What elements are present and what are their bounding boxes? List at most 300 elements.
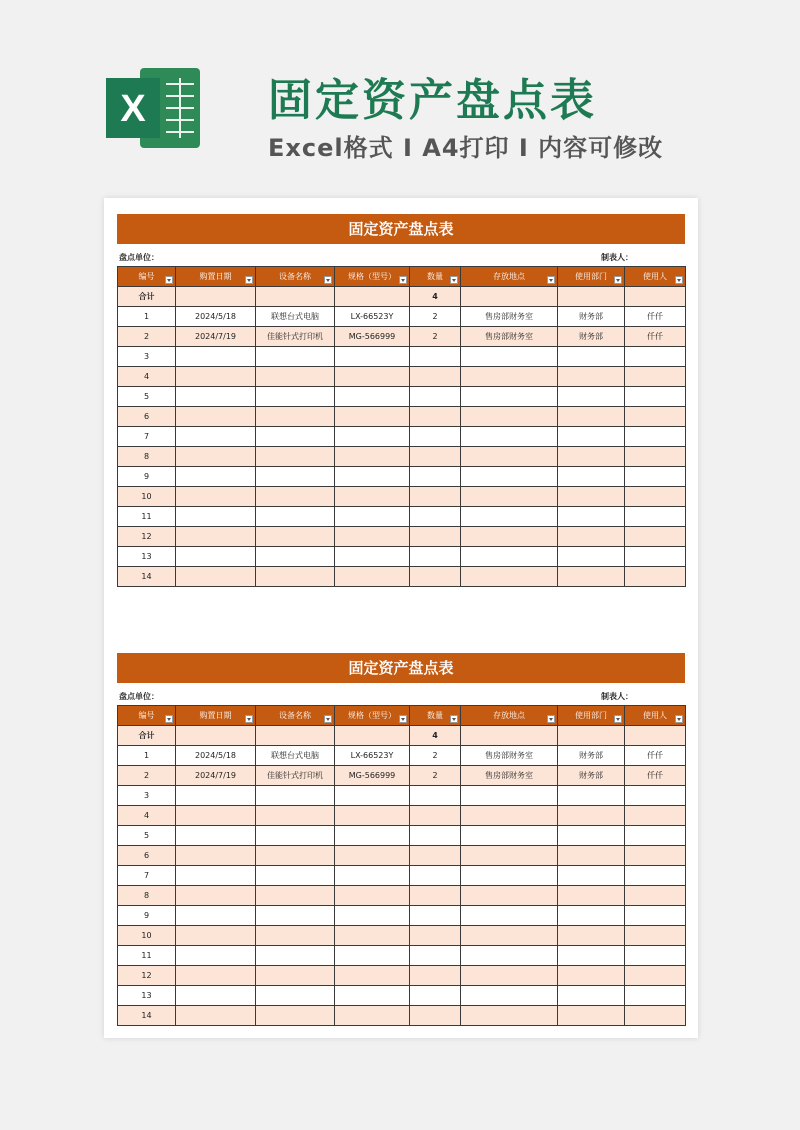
table-cell[interactable] — [335, 986, 410, 1006]
table-row — [118, 347, 686, 367]
table-cell[interactable] — [625, 467, 686, 487]
table-cell[interactable] — [335, 287, 410, 307]
table-cell[interactable] — [625, 487, 686, 507]
inventory-unit-label: 盘点单位： — [119, 253, 159, 262]
table-cell[interactable] — [558, 407, 625, 427]
column-header[interactable] — [335, 706, 410, 726]
table-cell[interactable] — [335, 507, 410, 527]
table-cell[interactable]: 6 — [118, 846, 176, 866]
inventory-sheet — [117, 653, 685, 1026]
table-cell[interactable]: 8 — [118, 447, 176, 467]
table-cell[interactable] — [461, 826, 558, 846]
filter-dropdown-icon[interactable] — [675, 276, 683, 284]
table-cell[interactable] — [625, 407, 686, 427]
table-cell[interactable] — [461, 487, 558, 507]
table-cell[interactable]: 1 — [118, 307, 176, 327]
table-cell[interactable]: 财务部 — [558, 766, 625, 786]
table-cell[interactable] — [558, 567, 625, 587]
table-cell[interactable] — [256, 407, 335, 427]
table-cell[interactable] — [410, 806, 461, 826]
column-header-label: 设备名称 — [279, 272, 311, 281]
table-cell[interactable] — [558, 946, 625, 966]
table-cell[interactable] — [256, 846, 335, 866]
table-cell[interactable] — [256, 387, 335, 407]
table-cell[interactable] — [176, 846, 256, 866]
table-cell[interactable] — [410, 447, 461, 467]
table-row — [118, 467, 686, 487]
table-cell[interactable] — [625, 1006, 686, 1026]
table-cell[interactable] — [335, 387, 410, 407]
table-cell[interactable]: 合计 — [118, 287, 176, 307]
table-cell[interactable]: 2024/5/18 — [176, 307, 256, 327]
table-cell[interactable] — [256, 946, 335, 966]
filter-dropdown-icon[interactable] — [614, 715, 622, 723]
table-cell[interactable] — [335, 946, 410, 966]
table-row — [118, 447, 686, 467]
table-cell[interactable] — [625, 567, 686, 587]
column-header[interactable] — [558, 267, 625, 287]
column-header-label: 使用人 — [643, 272, 667, 281]
table-cell[interactable] — [176, 866, 256, 886]
table-cell[interactable]: 5 — [118, 826, 176, 846]
table-cell[interactable] — [335, 407, 410, 427]
column-header[interactable] — [410, 267, 461, 287]
table-cell[interactable] — [335, 367, 410, 387]
table-cell[interactable] — [625, 906, 686, 926]
table-cell[interactable] — [410, 846, 461, 866]
table-cell[interactable]: 联想台式电脑 — [256, 746, 335, 766]
table-cell[interactable] — [256, 826, 335, 846]
table-cell[interactable] — [335, 846, 410, 866]
table-cell[interactable] — [410, 786, 461, 806]
table-cell[interactable]: 仟仟 — [625, 327, 686, 347]
table-cell[interactable] — [410, 427, 461, 447]
table-cell[interactable] — [256, 726, 335, 746]
table-cell[interactable] — [410, 946, 461, 966]
table-cell[interactable] — [256, 866, 335, 886]
table-cell[interactable]: 2 — [410, 746, 461, 766]
table-cell[interactable] — [461, 367, 558, 387]
table-cell[interactable] — [461, 287, 558, 307]
table-cell[interactable] — [461, 886, 558, 906]
table-cell[interactable] — [461, 387, 558, 407]
table-cell[interactable]: 4 — [410, 287, 461, 307]
table-row — [118, 986, 686, 1006]
asset-table — [117, 266, 686, 587]
table-row — [118, 826, 686, 846]
table-cell[interactable]: 11 — [118, 507, 176, 527]
table-row — [118, 567, 686, 587]
table-cell[interactable] — [335, 547, 410, 567]
filter-dropdown-icon[interactable] — [399, 276, 407, 284]
table-row — [118, 926, 686, 946]
table-cell[interactable] — [461, 926, 558, 946]
table-cell[interactable] — [625, 826, 686, 846]
filter-dropdown-icon[interactable] — [614, 276, 622, 284]
table-cell[interactable] — [335, 567, 410, 587]
table-cell[interactable]: 14 — [118, 1006, 176, 1026]
table-cell[interactable] — [410, 886, 461, 906]
table-cell[interactable] — [256, 547, 335, 567]
table-cell[interactable] — [461, 906, 558, 926]
table-cell[interactable] — [335, 726, 410, 746]
table-cell[interactable] — [625, 926, 686, 946]
table-cell[interactable]: 2 — [118, 327, 176, 347]
table-cell[interactable] — [176, 906, 256, 926]
table-cell[interactable] — [256, 467, 335, 487]
table-row — [118, 527, 686, 547]
table-cell[interactable] — [558, 347, 625, 367]
table-row — [118, 427, 686, 447]
table-cell[interactable] — [558, 786, 625, 806]
table-cell[interactable] — [625, 527, 686, 547]
table-cell[interactable]: 合计 — [118, 726, 176, 746]
table-cell[interactable]: 4 — [118, 367, 176, 387]
table-cell[interactable]: 售房部财务室 — [461, 766, 558, 786]
table-cell[interactable] — [461, 447, 558, 467]
table-cell[interactable] — [625, 786, 686, 806]
table-cell[interactable] — [558, 547, 625, 567]
table-cell[interactable] — [461, 427, 558, 447]
table-cell[interactable]: 2024/5/18 — [176, 746, 256, 766]
table-cell[interactable]: 售房部财务室 — [461, 327, 558, 347]
table-cell[interactable]: 13 — [118, 547, 176, 567]
table-cell[interactable] — [558, 866, 625, 886]
table-cell[interactable] — [335, 447, 410, 467]
filter-dropdown-icon[interactable] — [450, 715, 458, 723]
table-cell[interactable] — [176, 447, 256, 467]
table-cell[interactable] — [558, 986, 625, 1006]
table-cell[interactable] — [625, 387, 686, 407]
table-cell[interactable] — [558, 447, 625, 467]
table-cell[interactable]: 2 — [410, 327, 461, 347]
table-cell[interactable]: 5 — [118, 387, 176, 407]
table-cell[interactable] — [558, 806, 625, 826]
table-cell[interactable] — [461, 786, 558, 806]
table-cell[interactable] — [176, 786, 256, 806]
table-row — [118, 1006, 686, 1026]
table-cell[interactable] — [461, 806, 558, 826]
asset-table — [117, 705, 686, 1026]
column-header[interactable] — [118, 706, 176, 726]
table-cell[interactable] — [558, 826, 625, 846]
table-cell[interactable]: 7 — [118, 427, 176, 447]
table-cell[interactable]: 2024/7/19 — [176, 766, 256, 786]
table-cell[interactable] — [625, 367, 686, 387]
excel-logo-icon — [104, 62, 204, 154]
table-cell[interactable] — [558, 1006, 625, 1026]
table-cell[interactable] — [410, 527, 461, 547]
filter-dropdown-icon[interactable] — [450, 276, 458, 284]
table-cell[interactable] — [256, 886, 335, 906]
table-cell[interactable] — [410, 407, 461, 427]
column-header[interactable] — [625, 706, 686, 726]
column-header[interactable] — [335, 267, 410, 287]
table-cell[interactable]: 2 — [410, 766, 461, 786]
table-cell[interactable] — [625, 726, 686, 746]
table-cell[interactable] — [335, 527, 410, 547]
table-cell[interactable] — [558, 287, 625, 307]
table-cell[interactable] — [558, 507, 625, 527]
table-cell[interactable] — [176, 427, 256, 447]
table-cell[interactable] — [256, 347, 335, 367]
table-cell[interactable] — [558, 886, 625, 906]
table-cell[interactable] — [625, 287, 686, 307]
table-cell[interactable] — [256, 527, 335, 547]
table-cell[interactable] — [625, 846, 686, 866]
filter-dropdown-icon[interactable] — [165, 276, 173, 284]
column-header[interactable] — [461, 267, 558, 287]
table-cell[interactable] — [176, 806, 256, 826]
table-cell[interactable]: LX-66523Y — [335, 307, 410, 327]
column-header[interactable] — [176, 267, 256, 287]
table-cell[interactable] — [461, 946, 558, 966]
table-cell[interactable] — [176, 347, 256, 367]
table-cell[interactable] — [410, 387, 461, 407]
table-cell[interactable]: 2024/7/19 — [176, 327, 256, 347]
table-cell[interactable] — [625, 427, 686, 447]
column-header[interactable] — [625, 267, 686, 287]
table-cell[interactable] — [256, 786, 335, 806]
filter-dropdown-icon[interactable] — [399, 715, 407, 723]
table-cell[interactable] — [335, 467, 410, 487]
table-cell[interactable]: 9 — [118, 906, 176, 926]
table-cell[interactable] — [410, 926, 461, 946]
table-cell[interactable]: MG-566999 — [335, 766, 410, 786]
sheet-meta — [117, 683, 685, 705]
table-cell[interactable] — [256, 427, 335, 447]
filter-dropdown-icon[interactable] — [245, 715, 253, 723]
table-cell[interactable] — [558, 726, 625, 746]
table-cell[interactable]: 3 — [118, 347, 176, 367]
table-cell[interactable] — [558, 427, 625, 447]
table-cell[interactable] — [256, 906, 335, 926]
table-cell[interactable] — [335, 786, 410, 806]
table-cell[interactable] — [558, 467, 625, 487]
table-cell[interactable] — [176, 407, 256, 427]
column-header-label: 规格（型号） — [348, 272, 396, 281]
table-cell[interactable] — [176, 527, 256, 547]
table-cell[interactable] — [461, 527, 558, 547]
table-cell[interactable] — [176, 547, 256, 567]
column-header[interactable] — [118, 267, 176, 287]
table-cell[interactable] — [335, 966, 410, 986]
table-cell[interactable] — [410, 367, 461, 387]
table-cell[interactable] — [625, 347, 686, 367]
table-cell[interactable] — [558, 926, 625, 946]
table-cell[interactable] — [461, 567, 558, 587]
table-cell[interactable] — [176, 287, 256, 307]
table-cell[interactable] — [461, 347, 558, 367]
table-cell[interactable] — [461, 1006, 558, 1026]
table-cell[interactable] — [461, 547, 558, 567]
inventory-sheet — [117, 214, 685, 587]
table-cell[interactable]: 售房部财务室 — [461, 307, 558, 327]
table-cell[interactable] — [176, 567, 256, 587]
table-cell[interactable] — [335, 1006, 410, 1026]
sheet-title: 固定资产盘点表 — [117, 214, 685, 244]
table-cell[interactable] — [256, 447, 335, 467]
table-cell[interactable] — [176, 826, 256, 846]
table-cell[interactable] — [410, 467, 461, 487]
table-cell[interactable] — [461, 407, 558, 427]
column-header[interactable] — [461, 706, 558, 726]
table-cell[interactable] — [410, 347, 461, 367]
table-cell[interactable]: 7 — [118, 866, 176, 886]
table-cell[interactable]: 财务部 — [558, 746, 625, 766]
table-cell[interactable] — [176, 487, 256, 507]
table-cell[interactable]: LX-66523Y — [335, 746, 410, 766]
table-cell[interactable] — [176, 926, 256, 946]
table-cell[interactable]: 12 — [118, 966, 176, 986]
table-cell[interactable]: 财务部 — [558, 307, 625, 327]
table-cell[interactable]: 佳能针式打印机 — [256, 766, 335, 786]
table-cell[interactable] — [410, 966, 461, 986]
table-cell[interactable]: 佳能针式打印机 — [256, 327, 335, 347]
table-cell[interactable] — [410, 906, 461, 926]
column-header[interactable] — [256, 267, 335, 287]
table-cell[interactable] — [176, 507, 256, 527]
table-cell[interactable] — [625, 447, 686, 467]
table-cell[interactable] — [625, 986, 686, 1006]
filter-dropdown-icon[interactable] — [547, 715, 555, 723]
table-cell[interactable] — [410, 826, 461, 846]
table-cell[interactable] — [410, 507, 461, 527]
filter-dropdown-icon[interactable] — [675, 715, 683, 723]
maker-label: 制表人： — [601, 692, 633, 701]
column-header-label: 存放地点 — [493, 272, 525, 281]
table-cell[interactable]: 11 — [118, 946, 176, 966]
table-cell[interactable]: 2 — [410, 307, 461, 327]
table-cell[interactable] — [558, 527, 625, 547]
table-cell[interactable]: MG-566999 — [335, 327, 410, 347]
filter-dropdown-icon[interactable] — [245, 276, 253, 284]
filter-dropdown-icon[interactable] — [165, 715, 173, 723]
table-cell[interactable] — [625, 547, 686, 567]
table-cell[interactable] — [335, 826, 410, 846]
table-cell[interactable]: 仟仟 — [625, 307, 686, 327]
table-cell[interactable]: 13 — [118, 986, 176, 1006]
table-cell[interactable]: 财务部 — [558, 327, 625, 347]
table-cell[interactable]: 1 — [118, 746, 176, 766]
column-header[interactable] — [558, 706, 625, 726]
column-header-label: 存放地点 — [493, 711, 525, 720]
table-cell[interactable] — [410, 547, 461, 567]
column-header[interactable] — [176, 706, 256, 726]
table-cell[interactable] — [256, 986, 335, 1006]
table-cell[interactable] — [461, 507, 558, 527]
table-cell[interactable] — [256, 487, 335, 507]
table-cell[interactable] — [625, 806, 686, 826]
table-cell[interactable] — [625, 966, 686, 986]
table-cell[interactable] — [176, 946, 256, 966]
table-cell[interactable] — [335, 347, 410, 367]
table-cell[interactable] — [176, 986, 256, 1006]
table-cell[interactable]: 2 — [118, 766, 176, 786]
paper-sheet — [104, 198, 698, 1038]
table-cell[interactable] — [558, 906, 625, 926]
table-cell[interactable] — [558, 966, 625, 986]
table-cell[interactable] — [256, 567, 335, 587]
table-cell[interactable]: 6 — [118, 407, 176, 427]
column-header[interactable] — [410, 706, 461, 726]
table-cell[interactable] — [410, 866, 461, 886]
table-cell[interactable] — [176, 726, 256, 746]
table-cell[interactable] — [625, 866, 686, 886]
table-cell[interactable]: 3 — [118, 786, 176, 806]
table-cell[interactable] — [176, 886, 256, 906]
table-cell[interactable] — [461, 986, 558, 1006]
table-cell[interactable] — [625, 507, 686, 527]
table-cell[interactable] — [256, 966, 335, 986]
table-cell[interactable] — [335, 866, 410, 886]
table-cell[interactable]: 10 — [118, 926, 176, 946]
filter-dropdown-icon[interactable] — [547, 276, 555, 284]
table-cell[interactable] — [558, 487, 625, 507]
table-row — [118, 547, 686, 567]
table-cell[interactable]: 14 — [118, 567, 176, 587]
table-cell[interactable] — [625, 946, 686, 966]
table-cell[interactable] — [256, 507, 335, 527]
column-header-label: 购置日期 — [199, 272, 232, 281]
table-cell[interactable]: 10 — [118, 487, 176, 507]
table-cell[interactable] — [461, 467, 558, 487]
table-cell[interactable] — [256, 806, 335, 826]
table-cell[interactable]: 4 — [410, 726, 461, 746]
table-cell[interactable] — [256, 1006, 335, 1026]
table-cell[interactable] — [256, 367, 335, 387]
table-cell[interactable]: 8 — [118, 886, 176, 906]
table-cell[interactable]: 9 — [118, 467, 176, 487]
table-cell[interactable]: 4 — [118, 806, 176, 826]
table-cell[interactable] — [625, 886, 686, 906]
table-cell[interactable] — [558, 846, 625, 866]
table-cell[interactable] — [256, 287, 335, 307]
table-cell[interactable] — [410, 986, 461, 1006]
table-cell[interactable] — [335, 806, 410, 826]
filter-dropdown-icon[interactable] — [324, 276, 332, 284]
table-cell[interactable] — [176, 1006, 256, 1026]
table-cell[interactable] — [335, 906, 410, 926]
column-header[interactable] — [256, 706, 335, 726]
table-cell[interactable] — [176, 367, 256, 387]
table-cell[interactable] — [176, 467, 256, 487]
table-cell[interactable] — [410, 567, 461, 587]
table-cell[interactable]: 仟仟 — [625, 746, 686, 766]
table-cell[interactable] — [461, 726, 558, 746]
filter-dropdown-icon[interactable] — [324, 715, 332, 723]
table-cell[interactable] — [335, 926, 410, 946]
table-cell[interactable] — [558, 387, 625, 407]
table-cell[interactable] — [461, 966, 558, 986]
table-cell[interactable]: 仟仟 — [625, 766, 686, 786]
table-cell[interactable] — [176, 387, 256, 407]
table-cell[interactable] — [410, 1006, 461, 1026]
table-cell[interactable]: 12 — [118, 527, 176, 547]
table-cell[interactable] — [335, 487, 410, 507]
table-cell[interactable] — [335, 427, 410, 447]
table-cell[interactable]: 联想台式电脑 — [256, 307, 335, 327]
table-cell[interactable] — [410, 487, 461, 507]
table-cell[interactable] — [461, 846, 558, 866]
table-cell[interactable] — [256, 926, 335, 946]
table-cell[interactable] — [176, 966, 256, 986]
table-cell[interactable] — [461, 866, 558, 886]
table-cell[interactable]: 售房部财务室 — [461, 746, 558, 766]
column-header-label: 使用部门 — [575, 711, 607, 720]
table-cell[interactable] — [558, 367, 625, 387]
table-cell[interactable] — [335, 886, 410, 906]
